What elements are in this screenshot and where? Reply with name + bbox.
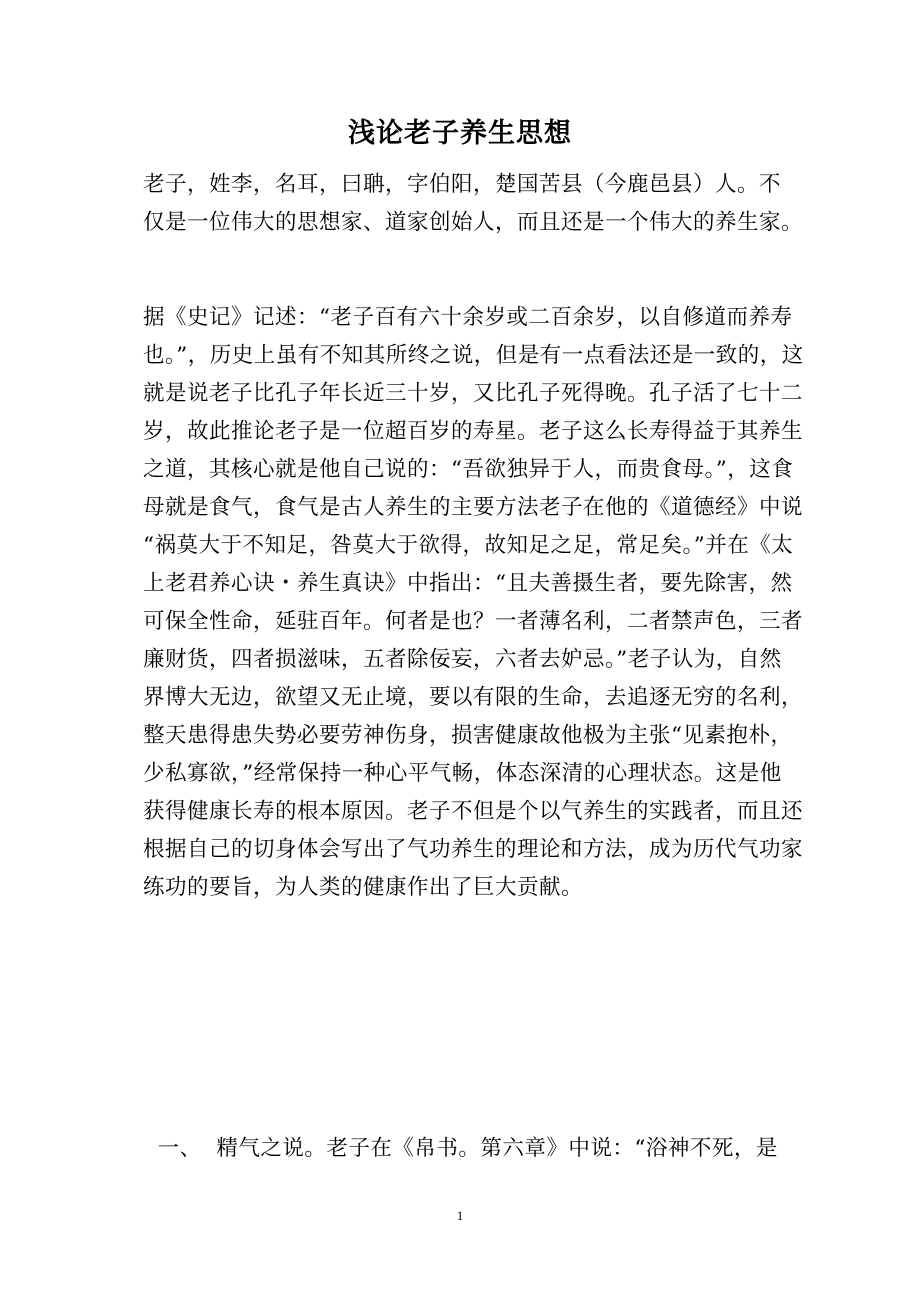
text-line: 根据自己的切身体会写出了气功养生的理论和方法，成为历代气功家 xyxy=(143,837,804,862)
text-line: 界博大无边，欲望又无止境，要以有限的生命，去追逐无穷的名利， xyxy=(143,685,804,710)
text-line: 仅是一位伟大的思想家、道家创始人，而且还是一个伟大的养生家。 xyxy=(143,210,804,235)
text-line: 据《史记》记述：“老子百有六十余岁或二百余岁，以自修道而养寿 xyxy=(143,305,793,330)
text-line: 就是说老子比孔子年长近三十岁，又比孔子死得晚。孔子活了七十二 xyxy=(143,381,804,406)
paragraph-section-one xyxy=(143,1130,783,1168)
text-line: 老子，姓李，名耳，曰聃，字伯阳，楚国苦县（今鹿邑县）人。不 xyxy=(143,172,782,197)
text-line: 岁，故此推论老子是一位超百岁的寿星。老子这么长寿得益于其养生 xyxy=(143,419,804,444)
paragraph-intro xyxy=(143,166,804,242)
text-line: 上老君养心诀・养生真诀》中指出：“且夫善摄生者，要先除害，然 xyxy=(143,571,793,596)
text-line: 练功的要旨，为人类的健康作出了巨大贡献。 xyxy=(143,875,584,900)
text-line: 可保全性命，延驻百年。何者是也？一者薄名利，二者禁声色，三者 xyxy=(143,609,804,634)
text-line: 廉财货，四者损滋味，五者除佞妄，六者去妒忌。”老子认为，自然 xyxy=(143,647,782,672)
text-line: 母就是食气，食气是古人养生的主要方法老子在他的《道德经》中说 xyxy=(143,495,804,520)
text-line: “祸莫大于不知足，咎莫大于欲得，故知足之足，常足矣。”并在《太 xyxy=(143,533,794,558)
text-line: 少私寡欲，”经常保持一种心平气畅，体态深清的心理状态。这是他 xyxy=(143,761,782,786)
document-title: 浅论老子养生思想 xyxy=(348,118,572,149)
page-number: 1 xyxy=(456,1208,464,1223)
text-line: 一、 精气之说。老子在《帛书。第六章》中说：“浴神不死，是 xyxy=(143,1136,778,1161)
text-line: 也。”，历史上虽有不知其所终之说，但是有一点看法还是一致的，这 xyxy=(143,343,804,368)
text-line: 整天患得患失势必要劳神伤身，损害健康故他极为主张“见素抱朴， xyxy=(143,723,793,748)
text-line: 获得健康长寿的根本原因。老子不但是个以气养生的实践者，而且还 xyxy=(143,799,804,824)
text-line: 之道，其核心就是他自己说的：“吾欲独异于人，而贵食母。”，这食 xyxy=(143,457,794,482)
paragraph-main xyxy=(143,299,804,907)
